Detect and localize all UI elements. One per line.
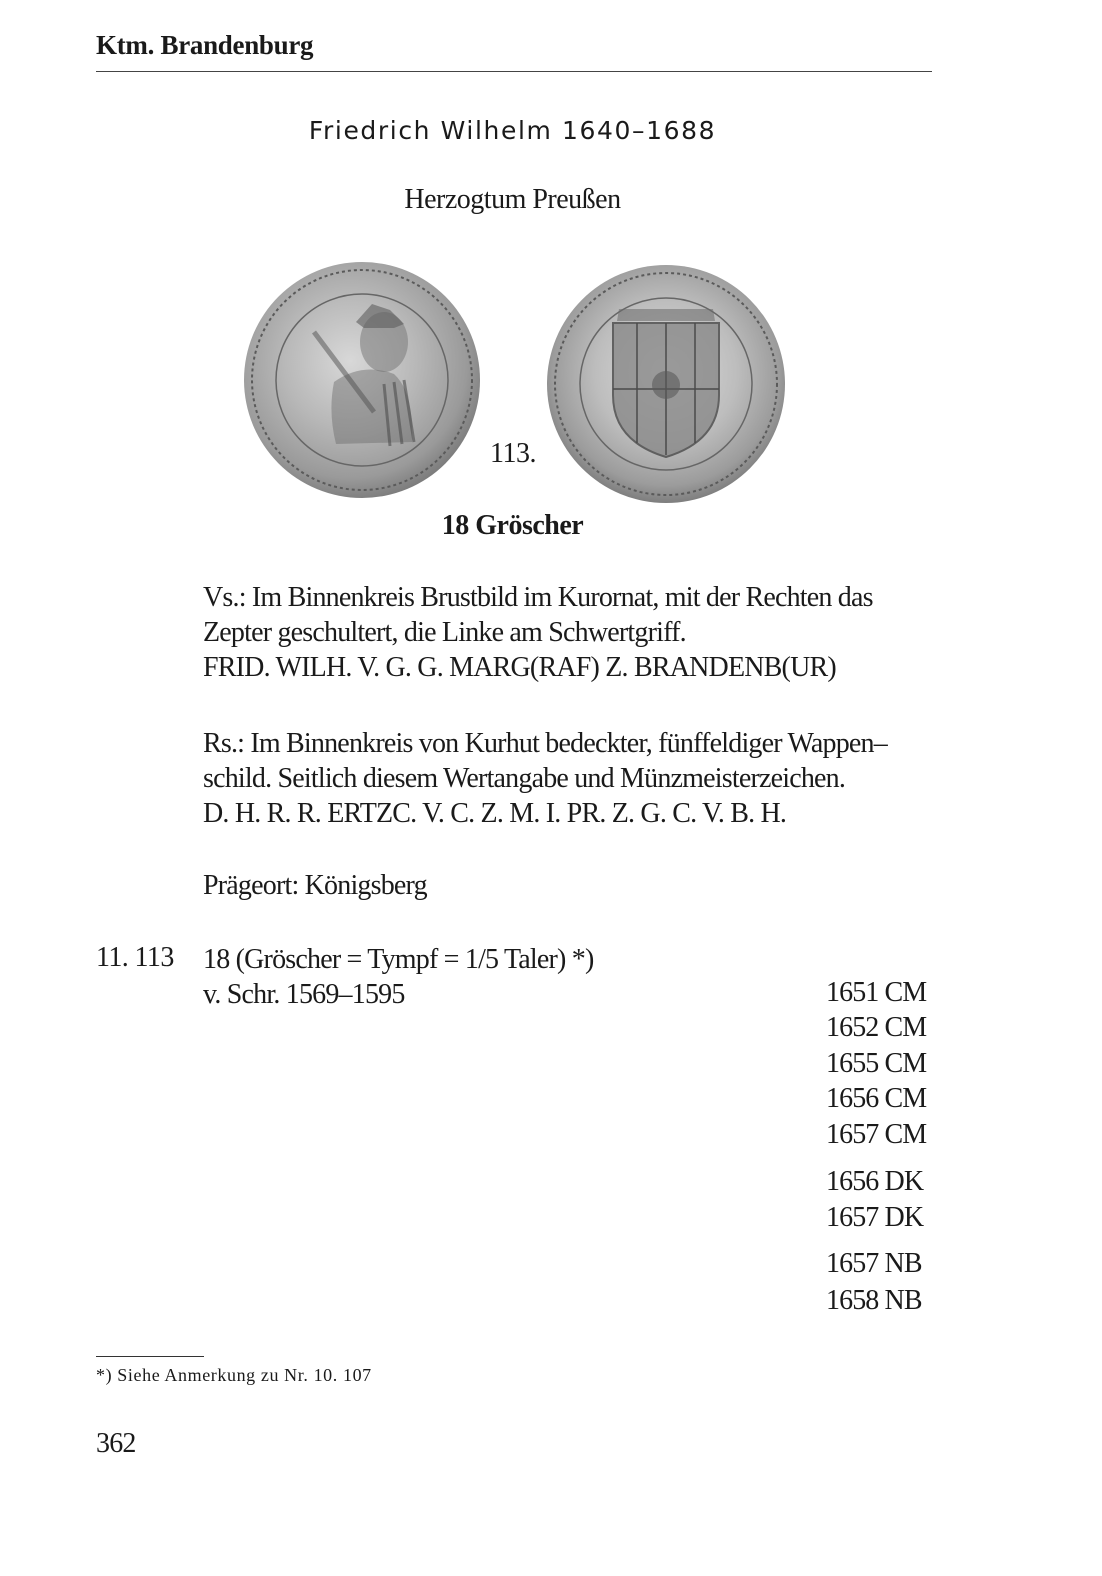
territory-subtitle: Herzogtum Preußen	[404, 184, 621, 215]
year-mark: 1652 CM	[826, 1012, 927, 1043]
denomination-caption: 18 Gröscher	[441, 510, 584, 541]
ruler-title: Friedrich Wilhelm 1640–1688	[308, 116, 717, 145]
reverse-line: schild. Seitlich diesem Wertangabe und Münzmeisterzeichen.	[203, 763, 846, 794]
coin-obverse-image	[244, 262, 480, 498]
obverse-description	[203, 580, 873, 685]
header-rule	[96, 71, 932, 72]
year-mark: 1657 CM	[826, 1119, 927, 1150]
year-mark: 1656 CM	[826, 1083, 927, 1114]
running-header: Ktm. Brandenburg	[96, 30, 314, 60]
year-mark: 1657 NB	[826, 1248, 922, 1279]
footnote-rule	[96, 1356, 204, 1357]
obverse-line: Vs.: Im Binnenkreis Brustbild im Kurornat, mit der Rechten das	[203, 582, 873, 613]
year-mark: 1655 CM	[826, 1048, 927, 1079]
reverse-description	[203, 726, 887, 831]
year-mark: 1651 CM	[826, 977, 927, 1008]
obverse-line: Zepter geschultert, die Linke am Schwertgriff.	[203, 617, 686, 648]
catalogue-number: 11. 113	[96, 942, 174, 973]
footnote: *) Siehe Anmerkung zu Nr. 10. 107	[96, 1365, 372, 1385]
reverse-legend: D. H. R. R. ERTZC. V. C. Z. M. I. PR. Z. G. C. V. B. H.	[203, 798, 787, 829]
page-number: 362	[96, 1428, 136, 1459]
year-mark: 1657 DK	[826, 1202, 924, 1233]
year-mark: 1656 DK	[826, 1166, 924, 1197]
year-mark: 1658 NB	[826, 1285, 922, 1316]
coin-number: 113.	[490, 438, 536, 469]
obverse-legend: FRID. WILH. V. G. G. MARG(RAF) Z. BRANDENB(UR)	[203, 652, 836, 683]
entry-reference: v. Schr. 1569–1595	[203, 979, 405, 1010]
entry-title: 18 (Gröscher = Tympf = 1/5 Taler) *)	[203, 944, 594, 975]
mint-place: Prägeort: Königsberg	[203, 870, 427, 901]
coin-reverse-image	[547, 265, 785, 503]
reverse-line: Rs.: Im Binnenkreis von Kurhut bedeckter, fünffeldiger Wappen–	[203, 728, 887, 759]
